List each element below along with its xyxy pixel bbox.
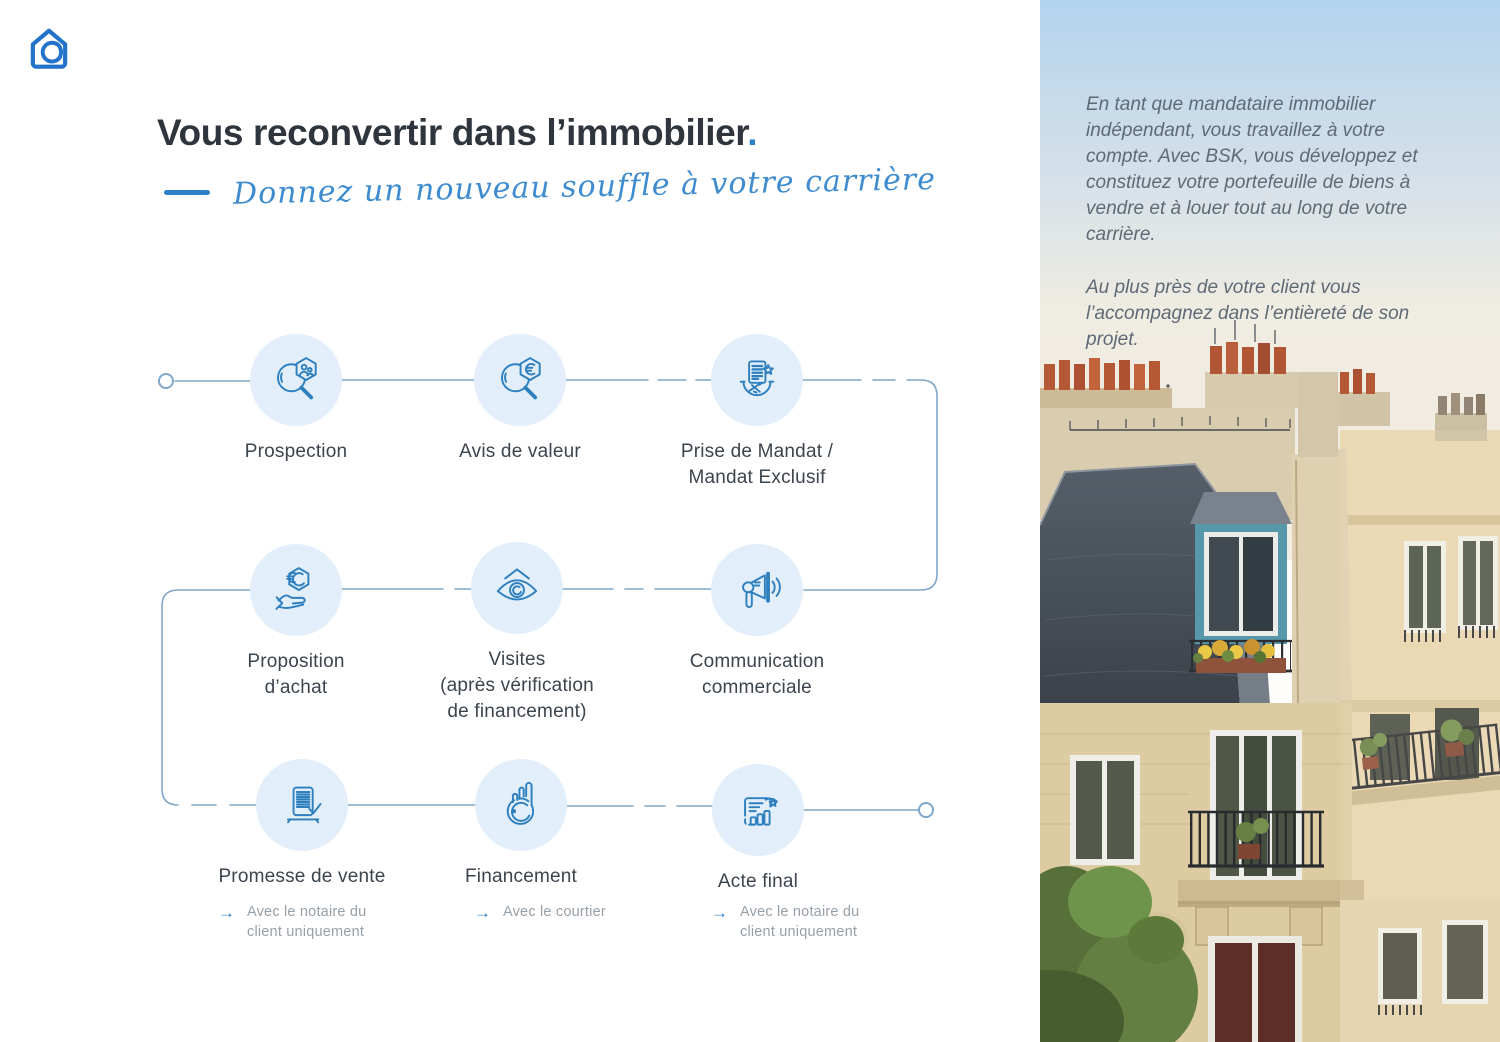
arrow-right-icon: → <box>474 903 491 922</box>
note-text: Avec le notaire du client uniquement <box>247 904 367 940</box>
side-panel-text <box>1086 92 1438 380</box>
flow-step-label: Avis de valeur <box>459 441 581 462</box>
page-title-accent-period: . <box>747 112 758 153</box>
eye-house-icon <box>471 542 563 634</box>
accent-dash <box>164 190 210 195</box>
bsk-house-logo-icon <box>24 24 74 74</box>
note-financement <box>474 903 606 923</box>
coin-growth-icon <box>475 759 567 851</box>
mandate-document-star-icon <box>711 334 803 426</box>
flow-step-communication <box>642 544 872 701</box>
flow-step-promesse-de-vente <box>187 759 417 890</box>
side-panel-paragraph: Au plus près de votre client vous l’accompagnez dans l’entièreté de son projet. <box>1086 277 1410 350</box>
note-text: Avec le notaire du client uniquement <box>740 904 860 940</box>
flow-step-label: Prise de Mandat / Mandat Exclusif <box>680 441 834 488</box>
page-title-text: Vous reconvertir dans l’immobilier <box>157 112 748 153</box>
flow-step-label: Prospection <box>244 441 348 462</box>
page-title <box>157 112 757 154</box>
note-text: Avec le courtier <box>503 904 606 920</box>
magnifier-house-euro-icon <box>474 334 566 426</box>
flow-step-label: Acte final <box>717 871 799 892</box>
flow-step-label: Visites (après vérification de financement) <box>440 649 594 722</box>
flow-step-label: Communication commerciale <box>689 651 825 698</box>
arrow-right-icon: → <box>711 903 728 922</box>
megaphone-icon <box>711 544 803 636</box>
flow-step-financement <box>406 759 636 890</box>
note-promesse-de-vente <box>218 903 366 942</box>
flow-step-label: Proposition d’achat <box>247 651 345 698</box>
flow-step-proposition-achat <box>181 544 411 701</box>
flow-step-acte-final <box>643 764 873 895</box>
hand-euro-offer-icon <box>250 544 342 636</box>
deed-chart-star-icon <box>712 764 804 856</box>
flow-step-label: Promesse de vente <box>218 866 386 887</box>
magnifier-house-people-icon <box>250 334 342 426</box>
page-subtitle: Donnez un nouveau souffle à votre carrière <box>232 161 937 212</box>
flow-step-prospection <box>181 334 411 465</box>
arrow-right-icon: → <box>218 903 235 922</box>
contract-check-icon <box>256 759 348 851</box>
note-acte-final <box>711 903 859 942</box>
flow-step-avis-de-valeur <box>405 334 635 465</box>
flow-step-prise-de-mandat <box>642 334 872 491</box>
side-panel-paragraph: En tant que mandataire immobilier indépendant, vous travaillez à votre compte. Avec BSK, vous développez et constituez votre portefeuille de biens à vendre et à louer tout au long de votre carrière. <box>1086 94 1418 245</box>
flow-step-label: Financement <box>464 866 578 887</box>
flow-step-visites <box>402 542 632 725</box>
